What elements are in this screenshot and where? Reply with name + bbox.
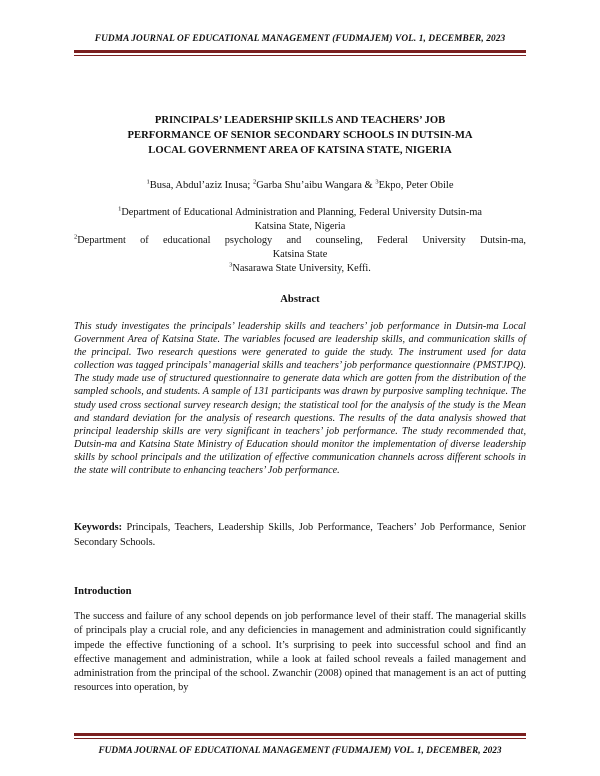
author-marker: 2 bbox=[252, 178, 257, 186]
title-line: PRINCIPALS’ LEADERSHIP SKILLS AND TEACHERS’ JOB bbox=[154, 115, 446, 126]
abstract-body: This study investigates the principals’ leadership skills and teachers’ job performance in Dutsin-ma Local Government Area of Katsina State. The variables focused are leadership skills, and communication skills of the principal. Two research questions were generated to guide the study. The instrument used for data collection was tagged principals’ managerial skills and teachers’ job performance questionnaire (PMSTJPQ). The study made use of structured questionnaire to generate data which are gotten from the distribution of the sampled schools, and students. A sample of 131 participants was drawn by purposive sampling technique. The study used cross sectional survey research design; the statistical tool for the analysis of the study is the Mean and standard deviation for the analysis of research questions. The results of the data analysis showed that principal leadership skills are very significant in teachers’ job performance. The study recommended that, Dutsin-ma and Katsina State Ministry of Education should monitor the implementation of diverse leadership skills by school principals and the utilization of effective communication channels across different schools in the state will contribute to enhancing teachers’ Job performance. bbox=[74, 321, 526, 477]
affiliation-3 bbox=[74, 262, 526, 276]
abstract-heading: Abstract bbox=[280, 294, 320, 305]
paper-title bbox=[90, 113, 510, 158]
footer-rule-thick bbox=[74, 733, 526, 736]
header-rule-thick bbox=[74, 50, 526, 53]
affiliations bbox=[74, 206, 526, 276]
keywords bbox=[74, 520, 526, 550]
author-name: Garba Shu’aibu Wangara & bbox=[256, 180, 373, 191]
introduction-body: The success and failure of any school depends on job performance level of their staff. The managerial skills of principals play a crucial role, and any deficiencies in management and administration could significantly impede the effective functioning of a school. It’s surprising to peek into successful school and find an effective management and administration, while a look at failed school reveals a failed management and administration from the principal of the school. Zwanchir (2008) opined that management is an act of putting resources into operation, by bbox=[74, 611, 526, 694]
keywords-text: Principals, Teachers, Leadership Skills, Job Performance, Teachers’ Job Performance, Senior Secondary Schools. bbox=[74, 522, 526, 548]
author-marker: 3 bbox=[375, 178, 379, 186]
header-rule-thin bbox=[74, 55, 526, 56]
footer-rule-thin bbox=[74, 738, 526, 739]
author-name: Busa, Abdul’aziz Inusa; bbox=[149, 180, 251, 191]
affiliation-text: Nasarawa State University, Keffi. bbox=[232, 263, 371, 274]
affiliation-marker: 3 bbox=[229, 261, 233, 269]
keywords-label: Keywords: bbox=[74, 522, 123, 533]
affiliation-2-line bbox=[74, 234, 526, 248]
section-heading-introduction: Introduction bbox=[74, 586, 132, 597]
author-list bbox=[0, 180, 600, 191]
affiliation-1-cont: Katsina State, Nigeria bbox=[254, 221, 346, 232]
affiliation-text: Department of educational psychology and counseling, Federal University Dutsin-ma, bbox=[77, 235, 526, 246]
affiliation-1 bbox=[74, 206, 526, 220]
running-footer: FUDMA JOURNAL OF EDUCATIONAL MANAGEMENT (FUDMAJEM) VOL. 1, DECEMBER, 2023 bbox=[98, 746, 502, 756]
author-name: Ekpo, Peter Obile bbox=[378, 180, 454, 191]
affiliation-2-cont: Katsina State bbox=[272, 249, 328, 260]
title-line: LOCAL GOVERNMENT AREA OF KATSINA STATE, NIGERIA bbox=[148, 145, 452, 156]
affiliation-marker: 2 bbox=[74, 233, 78, 241]
affiliation-marker: 1 bbox=[118, 205, 122, 213]
title-line: PERFORMANCE OF SENIOR SECONDARY SCHOOLS IN DUTSIN-MA bbox=[127, 130, 473, 141]
affiliation-2 bbox=[74, 234, 526, 248]
running-header: FUDMA JOURNAL OF EDUCATIONAL MANAGEMENT (FUDMAJEM) VOL. 1, DECEMBER, 2023 bbox=[94, 34, 506, 44]
author-marker: 1 bbox=[146, 178, 150, 186]
affiliation-text: Department of Educational Administration and Planning, Federal University Dutsin-ma bbox=[121, 207, 482, 218]
